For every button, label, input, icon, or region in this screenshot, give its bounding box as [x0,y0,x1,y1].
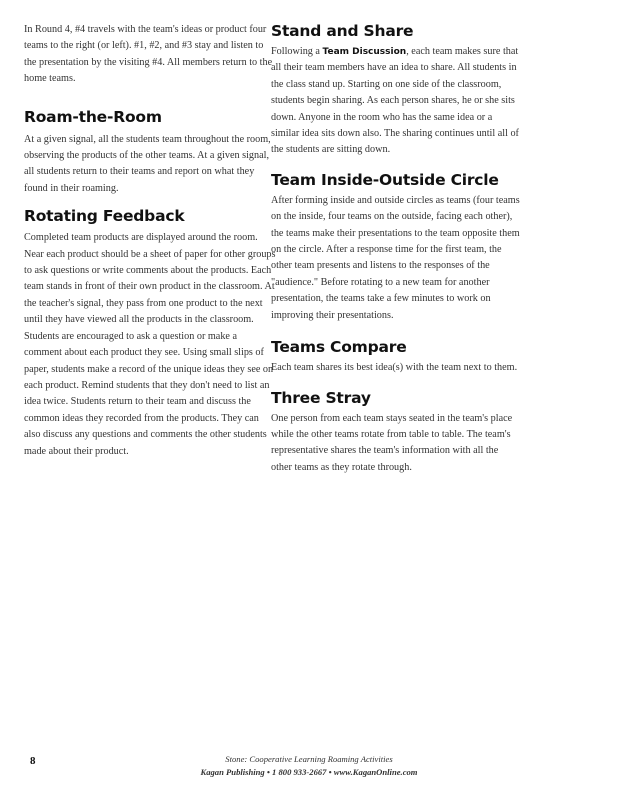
team-inside-outside-circle-heading: Team Inside-Outside Circle [271,170,499,189]
roam-the-room-heading: Roam-the-Room [24,107,162,126]
page-number: 8 [30,755,36,767]
team-inside-outside-circle-text: After forming inside and outside circles as teams (four teams on the inside, four teams on the outside, facing each other), the teams make their presentations to the team opposite them on the circle. After a response time for the first team, the other team presents and listens to the responses of the "audience." Before rotating to a new team for another presentation, the teams take a few minutes to work on improving their presentations. [271,194,520,321]
teams-compare-heading: Teams Compare [271,338,407,357]
stand-text-pre: Following a [271,46,323,57]
stand-text-post: , each team makes sure that all their team members have an idea to share. All students in the class stand up. Starting on one side of the classroom, students begin sharing. As each person shares, he or she sits down. Anyone in the room who has the same idea or a similar idea sits down also. The sharing continues until all of the students are sitting down. [271,46,519,156]
left-column [24,22,276,460]
teams-compare-text: Each team shares its best idea(s) with the team next to them. [271,362,518,374]
footer-book-title: Stone: Cooperative Learning Roaming Activities [225,754,393,764]
stand-and-share-heading: Stand and Share [271,22,414,40]
footer-publisher: Kagan Publishing • 1 800 933-2667 • www.KaganOnline.com [200,767,418,777]
roam-the-room-text: At a given signal, all the students team throughout the room, observing the products of the other teams. At a given signal, all students return to their teams and report on what they found in their roaming. [24,133,271,194]
team-discussion-term: Team Discussion [322,47,407,57]
three-stray-heading: Three Stray [271,388,371,407]
stand-and-share-text [271,44,521,159]
rotating-feedback-heading: Rotating Feedback [24,207,185,226]
rotating-feedback-text: Completed team products are displayed around the room. Near each product should be a sheet of paper for other groups to ask questions or write comments about the products. Each team stands in front of their own product in the classroom. At the teacher's signal, they pass from one product to the next until they have viewed all the products in the classroom. Students are encouraged to ask a question or make a comment about each product they see. Using small slips of paper, students make a record of the unique ideas they see on each product. Remind students that they don't need to list an idea twice. Students return to their team and discuss the common ideas they recorded from the products. They can also discuss any questions and comments the other students made about their product. [24,232,276,457]
right-column [271,22,521,476]
intro-paragraph: In Round 4, #4 travels with the team's ideas or product four teams to the right (or left). #1, #2, and #3 stay and listen to the presentation by the visiting #4. All members return to the home teams. [24,24,273,85]
three-stray-text: One person from each team stays seated in the team's place while the other teams rotate from table to table. The team's representative shares the team's information with all the other teams as they rotate through. [271,412,513,473]
